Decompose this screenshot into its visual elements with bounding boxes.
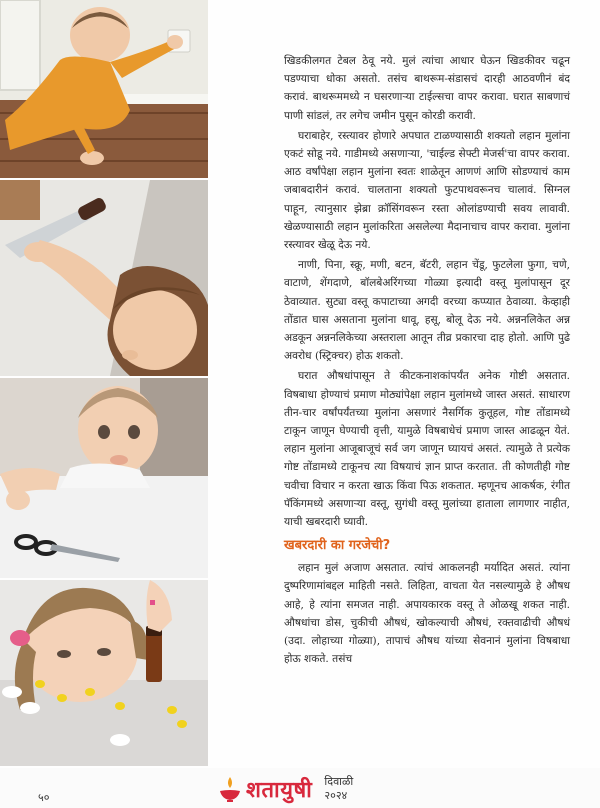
issue-line-2: २०२४ [324, 789, 348, 802]
photo-child-medicine [0, 580, 208, 766]
page-footer [0, 768, 600, 808]
article-paragraph-3: नाणी, पिना, स्क्रू, मणी, बटन, बॅटरी, लहान चेंडू, फुटलेला फुगा, चणे, वाटाणे, शेंगदाणे, बॉलबेअरिंगच्या गोळ्या इत्यादी वस्तू मुलांपासून दूर ठेवाव्यात. सुट्या वस्तू कपाटाच्या अगदी वरच्या कप्प्यात ठेवाव्या. केव्हाही तोंडात घास असताना मुलांना धावू, हसू, बोलू देऊ नये. अन्ननलिकेत अन्न अडकून अन्ननलिकेच्या अस्तराला आतून तीव्र प्रकारचा दाह होतो. आणि पुढे अवरोध (स्ट्रिक्चर) होऊ शकतो. [284, 259, 570, 363]
photo-baby-socket [0, 0, 208, 178]
issue-label [324, 775, 353, 803]
article-paragraph-1: खिडकीलगत टेबल ठेवू नये. मुलं त्यांचा आधार घेऊन खिडकीवर चढून पडण्याचा धोका असतो. तसंच बाथरूम-संडासचं दारही आठवणीनं बंद करावं. बाथरूममध्ये न घसरणाऱ्या टाईल्सचा वापर करावा. घरात साबणाचं पाणी सांडलं, तर लगेच जमीन पुसून कोरडी करावी. [284, 55, 570, 122]
article-paragraph-5: लहान मुलं अजाण असतात. त्यांचं आकलनही मर्यादित असतं. त्यांना दुष्परिणामांबद्दल माहिती नसते. लिहिता, वाचता येत नसल्यामुळे हे औषध आहे, हे त्यांना समजत नाही. अपायकारक वस्तू ते ओळखू शकत नाही. औषधांचा डोस, चुकीची औषधं, खोकल्याची औषधं, रक्तवाढीची औषधं (उदा. लोहाच्या गोळ्या), तापाचं औषध यांच्या सेवनानं मुलांना विषबाधा होऊ शकते. तसंच [284, 562, 570, 666]
magazine-brand [218, 772, 353, 806]
article-paragraph-2: घराबाहेर, रस्त्यावर होणारे अपघात टाळण्यासाठी शक्यतो लहान मुलांना एकटं सोडू नये. गाडीमध्ये असणाऱ्या, 'चाईल्ड सेफ्टी मेजर्स'चा वापर करावा. आठ वर्षांपेक्षा लहान मुलांना स्वतः शाळेतून आणणं आणि सोडण्याचं काम जबाबदारीनं करावं. चालताना शक्यतो फुटपाथवरूनच चालावं. सिग्नल पाहून, त्यानुसार झेब्रा क्रॉसिंगवरून रस्ता ओलांडण्याची सवय लावावी. खेळण्यासाठी लहान मुलांकरिता असलेल्या मैदानाचाच वापर करावा. मुलांना रस्त्यावर खेळू देऊ नये. [284, 129, 570, 252]
article-subheading: खबरदारी का गरजेची? [284, 538, 391, 554]
photo-baby-scissors [0, 378, 208, 578]
issue-line-1: दिवाळी [324, 775, 354, 788]
photo-baby-knife [0, 180, 208, 376]
brand-title: शतायुषी [246, 778, 313, 803]
article-body [284, 52, 570, 671]
article-paragraph-4: घरात औषधांपासून ते कीटकनाशकांपर्यंत अनेक गोष्टी असतात. विषबाधा होण्याचं प्रमाण मोठ्यांपेक्षा लहान मुलांमध्ये जास्त असतं. साधारण तीन-चार वर्षांपर्यंतच्या मुलांना असणारं नैसर्गिक कुतूहल, गोष्ट तोंडामध्ये टाकून जाणून घेण्याची वृत्ती, यामुळे विषबाधेचं प्रमाण जास्त आढळून येतं. लहान मुलांना आजूबाजूचं सर्व जग जाणून घ्यायचं असतं. त्यामुळे ते प्रत्येक गोष्ट तोंडामध्ये टाकूनच त्या विषयाचं ज्ञान प्राप्त करतात. ती कोणतीही गोष्ट चवीचा विचार न करता खाऊ किंवा पिऊ शकतात. म्हणूनच आकर्षक, रंगीत पॅकिंगमध्ये असणाऱ्या वस्तू, सुगंधी वस्तू मुलांच्या हाताला लागणार नाहीत, याची खबरदारी घ्यावी. [284, 370, 570, 529]
diya-lamp-icon [218, 775, 242, 803]
page-number: ५० [38, 791, 50, 804]
